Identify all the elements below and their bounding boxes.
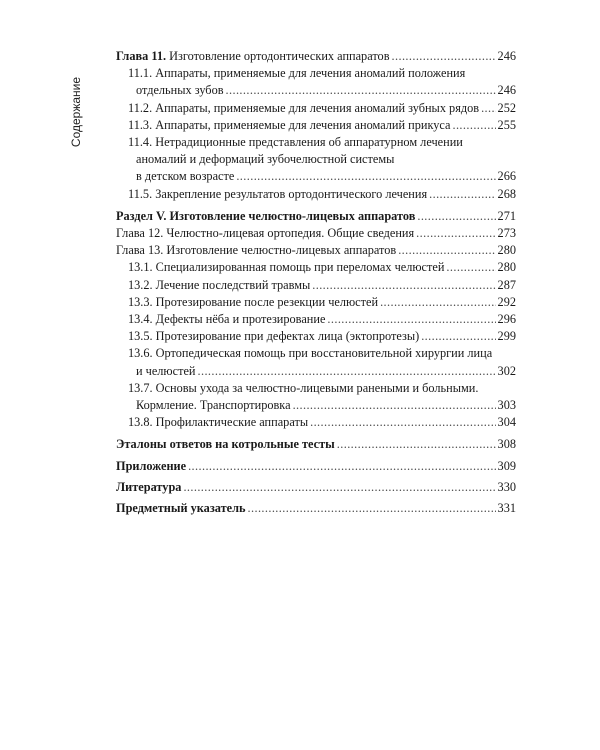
page-number: 266 [497,169,516,184]
toc-entry-11-4-line1[interactable]: 11.4. Нетрадиционные представления об аппаратурном лечении [128,135,463,150]
dot-leader [429,186,495,203]
page-number: 273 [497,226,516,241]
dot-leader [327,311,495,328]
dot-leader [380,294,495,311]
page-number: 287 [497,277,516,292]
entry-title: 13.8. Профилактические аппараты [128,415,309,430]
dot-leader [417,208,495,225]
toc-entry-11-1[interactable] [116,82,516,99]
dot-leader [310,414,495,431]
toc-entry-appendix[interactable] [116,458,516,475]
entry-title: 13.3. Протезирование после резекции челюстей [128,294,379,309]
toc-entry-chapter-13[interactable] [116,242,516,259]
entry-title: 13.1. Специализированная помощь при переломах челюстей [128,260,445,275]
page-number: 271 [497,208,516,223]
entry-title: 11.2. Аппараты, применяемые для лечения аномалий зубных рядов [128,100,480,115]
dot-leader [312,277,495,294]
toc-entry-13-5[interactable] [116,328,516,345]
dot-leader [446,259,495,276]
entry-title: Раздел V. Изготовление челюстно-лицевых аппаратов [116,208,416,223]
dot-leader [416,225,495,242]
chapter-prefix: Глава 11. [116,49,167,63]
toc-entry-11-5[interactable] [116,186,516,203]
dot-leader [293,397,496,414]
entry-title: Кормление. Транспортировка [136,398,291,413]
page-number: 246 [497,83,516,98]
dot-leader [248,500,496,517]
entry-title: 13.2. Лечение последствий травмы [128,277,311,292]
toc-entry-13-8[interactable] [116,414,516,431]
entry-title: Предметный указатель [116,501,246,516]
toc-entry-subject-index[interactable] [116,500,516,517]
page-number: 303 [497,398,516,413]
page-number: 330 [497,479,516,494]
entry-title: 13.5. Протезирование при дефектах лица (эктопротезы) [128,329,420,344]
toc-entry-13-6[interactable] [116,363,516,380]
toc-entry-chapter-11[interactable] [116,48,516,65]
toc-entry-11-4-line2[interactable]: аномалий и деформаций зубочелюстной системы [136,152,395,167]
entry-title: Литература [116,479,182,494]
toc-entry-11-3[interactable] [116,117,516,134]
entry-title: в детском возрасте [136,169,235,184]
toc-entry-11-2[interactable] [116,100,516,117]
toc-entry-13-3[interactable] [116,294,516,311]
entry-title: Эталоны ответов на котрольные тесты [116,437,335,452]
toc-entry-13-7-line1[interactable]: 13.7. Основы ухода за челюстно-лицевыми ранеными и больными. [128,380,479,395]
dot-leader [183,479,495,496]
toc-entry-answers[interactable] [116,436,516,453]
dot-leader [198,363,496,380]
entry-title: и челюстей [136,363,196,378]
dot-leader [337,436,496,453]
toc-entry-part-5[interactable] [116,208,516,225]
page-number: 268 [497,186,516,201]
page-number: 246 [497,49,516,63]
dot-leader [452,117,495,134]
running-header-label: Содержание [69,76,83,148]
page-number: 309 [497,458,516,473]
toc-entry-13-7[interactable] [116,397,516,414]
page-number: 331 [497,501,516,516]
dot-leader [481,100,495,117]
entry-title: Глава 13. Изготовление челюстно-лицевых аппаратов [116,243,397,258]
toc-entry-13-4[interactable] [116,311,516,328]
dot-leader [392,48,496,65]
toc-entry-literature[interactable] [116,479,516,496]
toc-entry-chapter-12[interactable] [116,225,516,242]
entry-title: Приложение [116,458,187,473]
page-number: 302 [497,363,516,378]
toc-entry-13-1[interactable] [116,259,516,276]
page-number: 299 [497,329,516,344]
entry-title: 11.3. Аппараты, применяемые для лечения аномалий прикуса [128,117,451,132]
dot-leader [226,82,496,99]
dot-leader [398,242,495,259]
chapter-title: Изготовление ортодонтических аппаратов [169,49,390,63]
page-number: 308 [497,437,516,452]
entry-title: отдельных зубов [136,83,224,98]
toc-entry-13-2[interactable] [116,277,516,294]
entry-title: 11.5. Закрепление результатов ортодонтического лечения [128,186,428,201]
toc-entry-13-6-line1[interactable]: 13.6. Ортопедическая помощь при восстановительной хирургии лица [128,346,493,361]
page-number: 255 [497,117,516,132]
dot-leader [421,328,495,345]
toc-entry-11-1-line1[interactable]: 11.1. Аппараты, применяемые для лечения аномалий положения [128,66,466,81]
dot-leader [188,458,495,475]
page-number: 292 [497,294,516,309]
page-number: 304 [497,415,516,430]
table-of-contents [116,48,516,517]
entry-title: 13.4. Дефекты нёба и протезирование [128,312,326,327]
dot-leader [236,168,495,185]
page-number: 280 [497,260,516,275]
entry-title: Глава 12. Челюстно-лицевая ортопедия. Общие сведения [116,226,415,241]
page-number: 252 [497,100,516,115]
page-number: 296 [497,312,516,327]
toc-entry-11-4[interactable] [116,168,516,185]
page-number: 280 [497,243,516,258]
